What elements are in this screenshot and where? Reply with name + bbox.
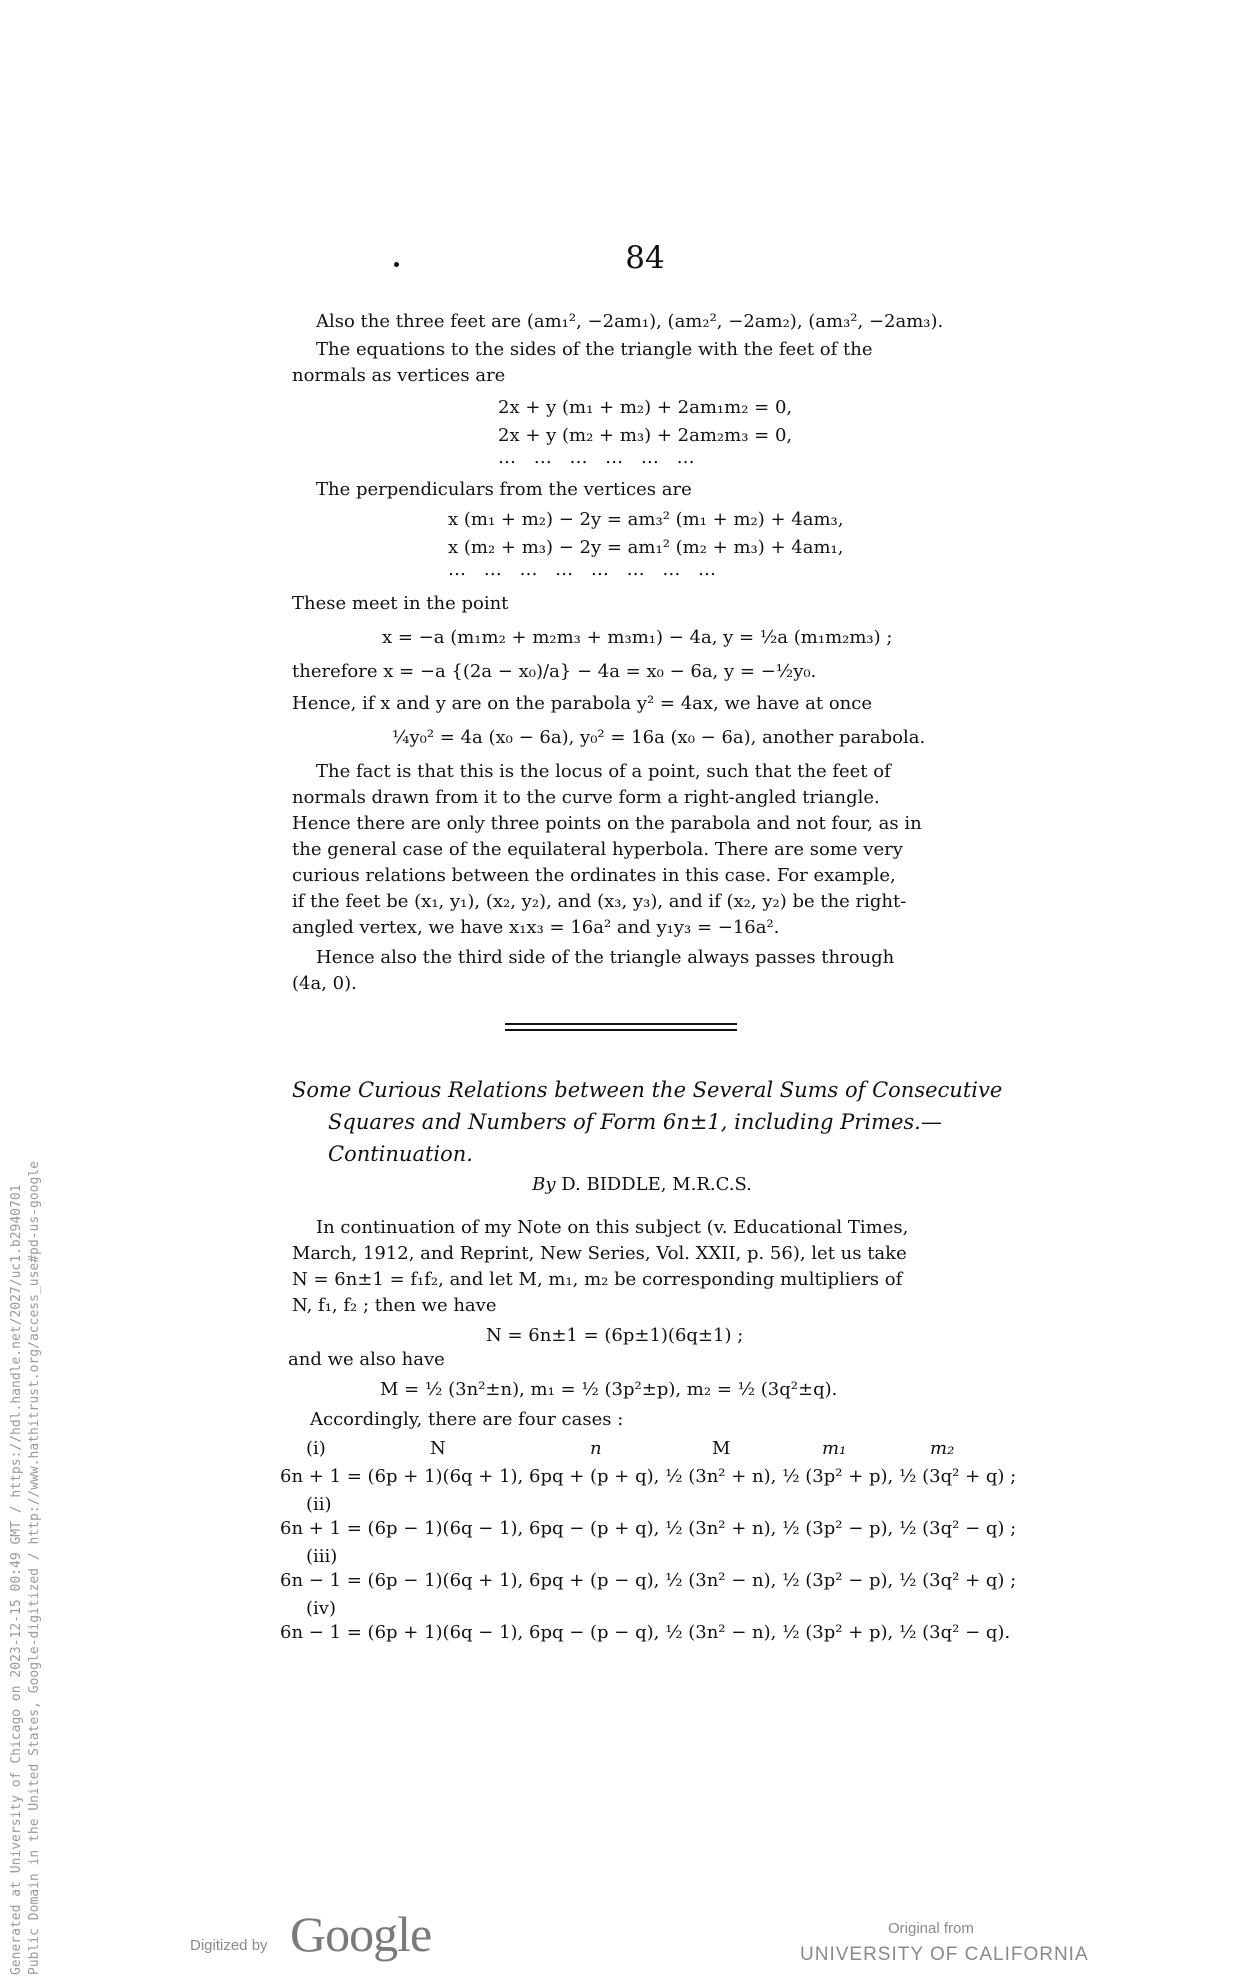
author-name: D. BIDDLE, M.R.C.S. — [561, 1174, 752, 1195]
text-line: March, 1912, and Reprint, New Series, Vol. XXII, p. 56), let us take — [292, 1243, 907, 1264]
text-line: Hence there are only three points on the parabola and not four, as in — [292, 813, 922, 834]
text-line: Also the three feet are (am₁², −2am₁), (am₂², −2am₂), (am₃², −2am₃). — [316, 311, 944, 332]
article-title-line: Some Curious Relations between the Several Sums of Consecutive — [292, 1078, 1003, 1102]
page-number: 84 — [625, 240, 665, 276]
article-title-line: Continuation. — [328, 1142, 473, 1166]
source-institution: UNIVERSITY OF CALIFORNIA — [800, 1944, 1089, 1965]
ellipsis-row: … … … … … … — [498, 447, 701, 468]
text-line: and we also have — [288, 1349, 445, 1370]
case-equation: 6n + 1 = (6p − 1)(6q − 1), 6pq − (p + q), ½ (3n² + n), ½ (3p² − p), ½ (3q² − q) ; — [280, 1518, 1017, 1539]
text-line: The equations to the sides of the triangle with the feet of the — [316, 339, 873, 360]
case-label: (ii) — [306, 1494, 332, 1515]
text-line: if the feet be (x₁, y₁), (x₂, y₂), and (x₃, y₃), and if (x₂, y₂) be the right- — [292, 891, 907, 912]
text-line: These meet in the point — [292, 593, 509, 614]
text-line: The fact is that this is the locus of a point, such that the feet of — [316, 761, 891, 782]
ellipsis-row: … … … … … … … … — [448, 559, 723, 580]
column-header: m₂ — [930, 1438, 955, 1459]
column-header: M — [712, 1438, 731, 1459]
equation: 2x + y (m₂ + m₃) + 2am₂m₃ = 0, — [498, 425, 793, 446]
equation: x (m₁ + m₂) − 2y = am₃² (m₁ + m₂) + 4am₃, — [448, 509, 844, 530]
stray-dot — [394, 262, 399, 267]
case-label: (iv) — [306, 1598, 336, 1619]
column-header: n — [590, 1438, 602, 1459]
text-line: the general case of the equilateral hyperbola. There are some very — [292, 839, 903, 860]
equation: M = ½ (3n²±n), m₁ = ½ (3p²±p), m₂ = ½ (3q²±q). — [380, 1379, 838, 1400]
equation: x (m₂ + m₃) − 2y = am₁² (m₂ + m₃) + 4am₁, — [448, 537, 844, 558]
text-line: curious relations between the ordinates in this case. For example, — [292, 865, 896, 886]
hathitrust-margin-note — [8, 965, 44, 1975]
text-line: N, f₁, f₂ ; then we have — [292, 1295, 497, 1316]
case-equation: 6n − 1 = (6p + 1)(6q − 1), 6pq − (p − q), ½ (3n² − n), ½ (3p² + p), ½ (3q² − q). — [280, 1622, 1011, 1643]
margin-line: Public Domain in the United States, Google-digitized / http://www.hathitrust.org/access_use#pd-us-google — [27, 1161, 42, 1975]
case-label: (i) — [306, 1438, 326, 1459]
divider-rule-bottom — [505, 1029, 737, 1031]
margin-line: Generated at University of Chicago on 2023-12-15 00:49 GMT / https://hdl.handle.net/2027/uc1.b2940701 — [9, 1184, 24, 1975]
column-header: N — [430, 1438, 446, 1459]
text-line: In continuation of my Note on this subject (v. Educational Times, — [316, 1217, 909, 1238]
text-line: normals as vertices are — [292, 365, 506, 386]
article-title-line: Squares and Numbers of Form 6n±1, including Primes.— — [328, 1110, 942, 1134]
text-line: The perpendiculars from the vertices are — [316, 479, 692, 500]
case-equation: 6n − 1 = (6p − 1)(6q + 1), 6pq + (p − q), ½ (3n² − n), ½ (3p² − p), ½ (3q² + q) ; — [280, 1570, 1017, 1591]
equation: N = 6n±1 = (6p±1)(6q±1) ; — [486, 1325, 744, 1346]
article-author — [292, 1174, 992, 1195]
equation: 2x + y (m₁ + m₂) + 2am₁m₂ = 0, — [498, 397, 793, 418]
text-line: normals drawn from it to the curve form a right-angled triangle. — [292, 787, 880, 808]
column-header: m₁ — [822, 1438, 847, 1459]
case-label: (iii) — [306, 1546, 338, 1567]
equation: therefore x = −a {(2a − x₀)/a} − 4a = x₀ − 6a, y = −½y₀. — [292, 661, 817, 682]
text-line: angled vertex, we have x₁x₃ = 16a² and y₁y₃ = −16a². — [292, 917, 780, 938]
google-logo: Google — [290, 1906, 432, 1962]
author-prefix: By — [532, 1174, 556, 1195]
text-line: N = 6n±1 = f₁f₂, and let M, m₁, m₂ be corresponding multipliers of — [292, 1269, 903, 1290]
original-from-label: Original from — [888, 1920, 974, 1937]
text-line: (4a, 0). — [292, 973, 357, 994]
equation: ¼y₀² = 4a (x₀ − 6a), y₀² = 16a (x₀ − 6a), another parabola. — [392, 727, 926, 748]
text-line: Hence also the third side of the triangle always passes through — [316, 947, 895, 968]
equation: x = −a (m₁m₂ + m₂m₃ + m₃m₁) − 4a, y = ½a (m₁m₂m₃) ; — [382, 627, 893, 648]
digitized-by-label: Digitized by — [190, 1937, 268, 1954]
divider-rule-top — [505, 1023, 737, 1025]
case-equation: 6n + 1 = (6p + 1)(6q + 1), 6pq + (p + q), ½ (3n² + n), ½ (3p² + p), ½ (3q² + q) ; — [280, 1466, 1017, 1487]
text-line: Hence, if x and y are on the parabola y² = 4ax, we have at once — [292, 693, 872, 714]
text-line: Accordingly, there are four cases : — [310, 1409, 624, 1430]
